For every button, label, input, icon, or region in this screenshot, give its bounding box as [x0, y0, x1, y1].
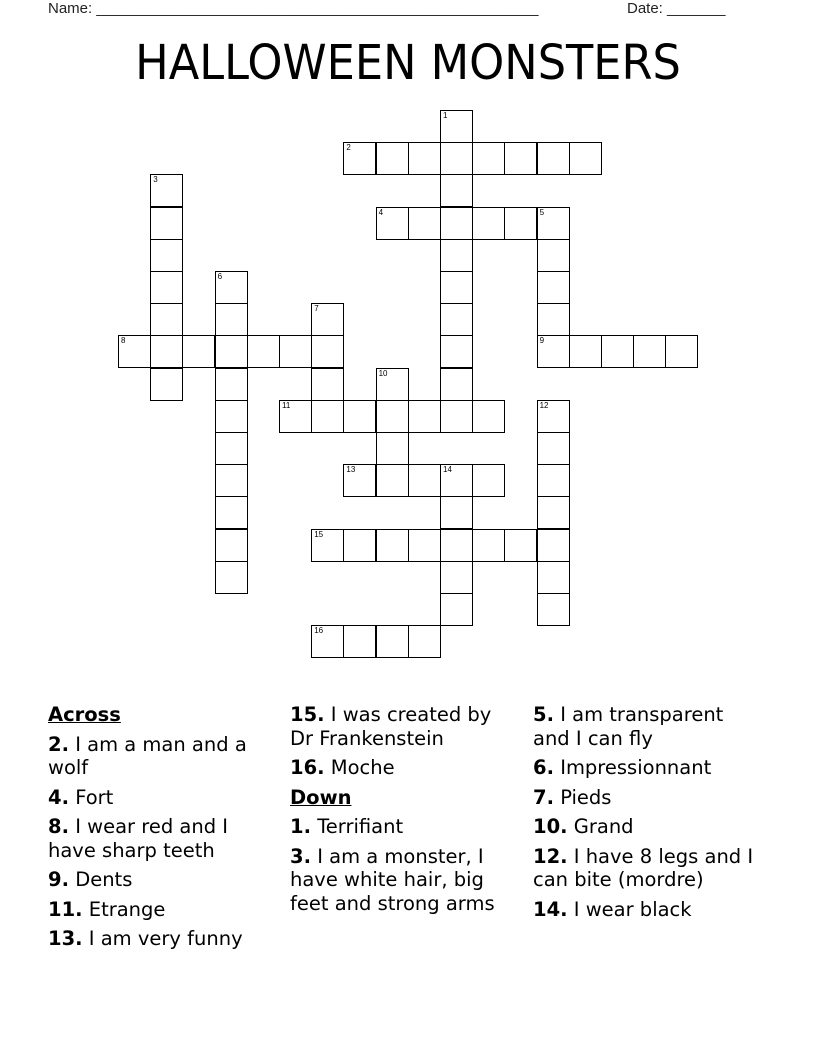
- crossword-cell[interactable]: [343, 400, 376, 433]
- cell-number: 13: [346, 465, 356, 475]
- clue-across-2: 2. I am a man and a wolf: [48, 732, 247, 779]
- crossword-cell[interactable]: [311, 625, 344, 658]
- crossword-cell[interactable]: [601, 335, 634, 368]
- crossword-cell[interactable]: [150, 271, 183, 304]
- down-heading: Down: [290, 785, 352, 809]
- crossword-cell[interactable]: [472, 464, 505, 497]
- crossword-cell[interactable]: [311, 400, 344, 433]
- crossword-cell[interactable]: [537, 303, 570, 336]
- crossword-cell[interactable]: [408, 464, 441, 497]
- clue-down-6: 6. Impressionnant: [533, 756, 712, 779]
- crossword-cell[interactable]: [215, 432, 248, 465]
- crossword-cell[interactable]: [215, 529, 248, 562]
- clue-across-15: 15. I was created by Dr Frankenstein: [290, 703, 492, 750]
- clue-across-11: 11. Etrange: [48, 897, 166, 921]
- crossword-cell[interactable]: [537, 400, 570, 433]
- crossword-cell[interactable]: [537, 271, 570, 304]
- crossword-cell[interactable]: [376, 529, 409, 562]
- crossword-cell[interactable]: [376, 625, 409, 658]
- crossword-cell[interactable]: [279, 400, 312, 433]
- across-heading: Across: [48, 703, 121, 726]
- crossword-cell[interactable]: [311, 368, 344, 401]
- crossword-cell[interactable]: [150, 368, 183, 401]
- crossword-cell[interactable]: [215, 303, 248, 336]
- crossword-cell[interactable]: [472, 400, 505, 433]
- crossword-cell[interactable]: [343, 529, 376, 562]
- crossword-cell[interactable]: [440, 529, 473, 562]
- crossword-cell[interactable]: [215, 271, 248, 304]
- cell-number: 8: [121, 336, 126, 346]
- crossword-cell[interactable]: [440, 142, 473, 175]
- crossword-cell[interactable]: [343, 142, 376, 175]
- crossword-cell[interactable]: [376, 400, 409, 433]
- crossword-cell[interactable]: [537, 529, 570, 562]
- crossword-cell[interactable]: [150, 207, 183, 240]
- crossword-cell[interactable]: [150, 239, 183, 272]
- crossword-cell[interactable]: [376, 464, 409, 497]
- crossword-cell[interactable]: [472, 142, 505, 175]
- clue-across-8: 8. I wear red and I have sharp teeth: [48, 815, 229, 862]
- crossword-cell[interactable]: [440, 593, 473, 626]
- crossword-cell[interactable]: [343, 464, 376, 497]
- crossword-cell[interactable]: [311, 303, 344, 336]
- crossword-cell[interactable]: [537, 496, 570, 529]
- crossword-cell[interactable]: [408, 625, 441, 658]
- cell-number: 10: [378, 368, 388, 378]
- crossword-cell[interactable]: [408, 529, 441, 562]
- crossword-cell[interactable]: [440, 303, 473, 336]
- crossword-cell[interactable]: [440, 110, 473, 143]
- cell-number: 4: [378, 207, 384, 217]
- crossword-cell[interactable]: [537, 464, 570, 497]
- crossword-cell[interactable]: [440, 464, 473, 497]
- cell-number: 16: [314, 626, 324, 636]
- crossword-cell[interactable]: [569, 142, 602, 175]
- cell-number: 14: [443, 465, 452, 475]
- crossword-cell[interactable]: [440, 335, 473, 368]
- cell-number: 12: [539, 400, 549, 410]
- crossword-cell[interactable]: [504, 142, 537, 175]
- crossword-cell[interactable]: [537, 207, 570, 240]
- clue-down-1: 1. Terrifiant: [290, 815, 404, 838]
- crossword-cell[interactable]: [537, 561, 570, 594]
- clue-down-12: 12. I have 8 legs and I can bite (mordre): [533, 844, 754, 891]
- cell-number: 5: [539, 207, 545, 217]
- cell-number: 1: [443, 111, 448, 120]
- page-title: HALLOWEEN MONSTERS: [135, 35, 681, 91]
- clue-across-13: 13. I am very funny: [48, 927, 243, 950]
- clue-down-5: 5. I am transparent and I can fly: [533, 703, 724, 750]
- clue-down-10: 10. Grand: [533, 815, 634, 838]
- crossword-cell[interactable]: [440, 174, 473, 207]
- crossword-cell[interactable]: [376, 368, 409, 401]
- crossword-cell[interactable]: [150, 335, 183, 368]
- crossword-cell[interactable]: [504, 207, 537, 240]
- crossword-cell[interactable]: [150, 174, 183, 207]
- crossword-cell[interactable]: [537, 335, 570, 368]
- crossword-cell[interactable]: [279, 335, 312, 368]
- crossword-cell[interactable]: [343, 625, 376, 658]
- clue-column-3: [533, 703, 763, 927]
- cell-number: 15: [314, 529, 324, 539]
- clue-across-4: 4. Fort: [48, 785, 114, 809]
- crossword-cell[interactable]: [215, 561, 248, 594]
- cell-number: 3: [153, 175, 158, 185]
- crossword-cell[interactable]: [537, 593, 570, 626]
- cell-number: 2: [346, 143, 351, 153]
- crossword-cell[interactable]: [472, 207, 505, 240]
- crossword-cell[interactable]: [537, 432, 570, 465]
- cell-number: 11: [282, 400, 291, 410]
- crossword-cell[interactable]: [376, 432, 409, 465]
- crossword-cell[interactable]: [215, 368, 248, 401]
- crossword-cell[interactable]: [150, 303, 183, 336]
- crossword-cell[interactable]: [537, 142, 570, 175]
- crossword-cell[interactable]: [182, 335, 215, 368]
- crossword-cell[interactable]: [408, 207, 441, 240]
- crossword-cell[interactable]: [215, 400, 248, 433]
- clue-down-7: 7. Pieds: [533, 785, 612, 809]
- crossword-cell[interactable]: [665, 335, 698, 368]
- crossword-cell[interactable]: [440, 561, 473, 594]
- crossword-cell[interactable]: [537, 239, 570, 272]
- clue-down-3: 3. I am a monster, I have white hair, big feet and strong arms: [290, 844, 495, 915]
- crossword-cell[interactable]: [440, 368, 473, 401]
- clue-across-16: 16. Moche: [290, 756, 395, 779]
- crossword-cell[interactable]: [118, 335, 151, 368]
- crossword-cell[interactable]: [376, 207, 409, 240]
- crossword-cell[interactable]: [569, 335, 602, 368]
- crossword-cell[interactable]: [504, 529, 537, 562]
- crossword-cell[interactable]: [247, 335, 280, 368]
- crossword-cell[interactable]: [215, 335, 248, 368]
- clue-down-14: 14. I wear black: [533, 897, 692, 921]
- crossword-cell[interactable]: [311, 335, 344, 368]
- date-field-label[interactable]: Date: _______: [627, 0, 726, 17]
- crossword-cell[interactable]: [408, 400, 441, 433]
- crossword-cell[interactable]: [440, 239, 473, 272]
- crossword-cell[interactable]: [472, 529, 505, 562]
- crossword-cell[interactable]: [311, 529, 344, 562]
- crossword-cell[interactable]: [440, 496, 473, 529]
- crossword-cell[interactable]: [376, 142, 409, 175]
- name-field-label[interactable]: Name: _____________________________________________________: [48, 0, 539, 17]
- clue-across-9: 9. Dents: [48, 868, 133, 891]
- clue-column-2: [290, 703, 520, 921]
- crossword-cell[interactable]: [408, 142, 441, 175]
- crossword-cell[interactable]: [440, 207, 473, 240]
- cell-number: 6: [217, 272, 223, 281]
- crossword-cell[interactable]: [440, 271, 473, 304]
- cell-number: 7: [314, 304, 319, 314]
- cell-number: 9: [539, 336, 545, 346]
- clue-column-1: [48, 703, 278, 957]
- crossword-cell[interactable]: [215, 496, 248, 529]
- crossword-cell[interactable]: [633, 335, 666, 368]
- crossword-cell[interactable]: [215, 464, 248, 497]
- crossword-cell[interactable]: [440, 400, 473, 433]
